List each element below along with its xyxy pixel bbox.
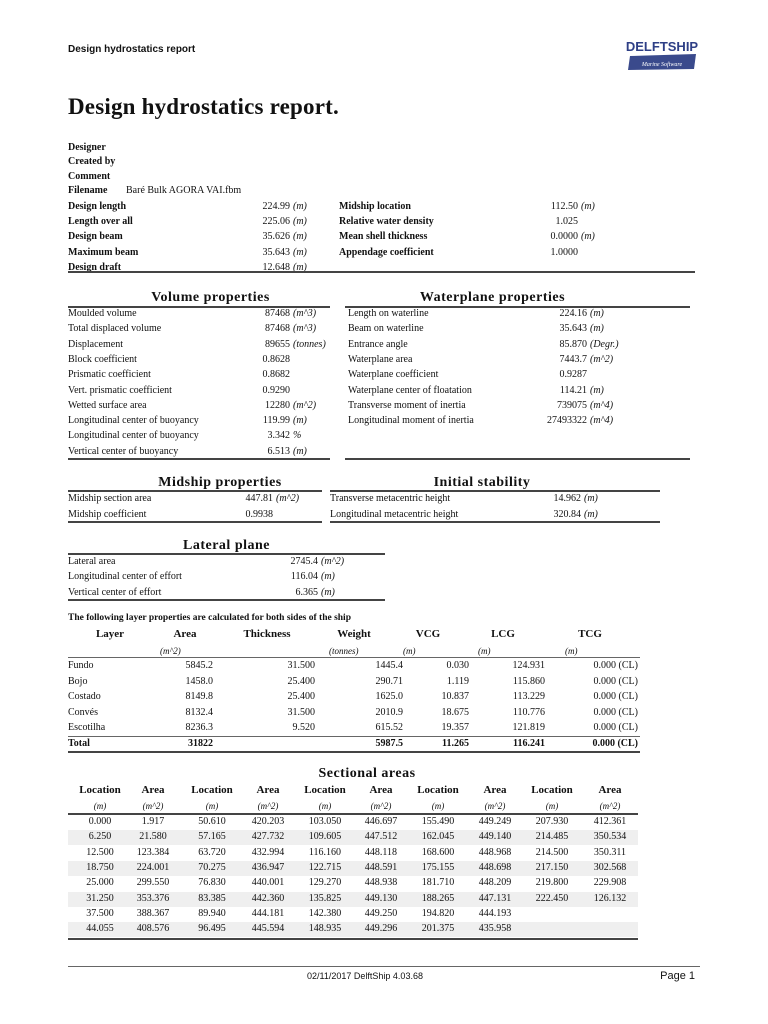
divider: [68, 813, 638, 815]
location-value: 142.380: [308, 907, 342, 919]
location-value: 57.165: [198, 831, 226, 843]
layer-value: 1445.4: [375, 660, 403, 671]
property-value: 27493322: [547, 415, 587, 427]
property-unit: (m^3): [293, 323, 317, 335]
property-value: 447.81: [245, 493, 273, 504]
property-label: Midship section area: [68, 493, 152, 504]
location-value: 188.265: [421, 892, 455, 904]
property-label: Prismatic coefficient: [68, 369, 151, 381]
property-value: 12.648: [262, 261, 290, 273]
property-value: 114.21: [559, 384, 587, 396]
area-value: 449.249: [478, 816, 512, 827]
property-value: 12280: [265, 399, 290, 411]
column-header: Location: [191, 784, 233, 796]
column-header: TCG: [578, 628, 602, 640]
property-unit: (m): [321, 571, 335, 583]
property-label: Design draft: [68, 261, 122, 273]
property-value: 0.9290: [262, 384, 290, 396]
location-value: 129.270: [308, 877, 342, 889]
location-value: 37.500: [86, 907, 114, 919]
location-value: 214.500: [535, 846, 569, 858]
column-unit: (m^2): [160, 646, 181, 656]
location-value: 89.940: [198, 907, 226, 919]
area-value: 444.181: [251, 907, 285, 919]
column-unit: (m): [93, 801, 107, 811]
property-label: Midship location: [339, 201, 411, 212]
property-label: Longitudinal moment of inertia: [348, 415, 474, 427]
property-label: Longitudinal center of effort: [68, 571, 182, 583]
area-value: 449.140: [478, 831, 512, 843]
layer-name: Costado: [68, 691, 101, 702]
divider: [68, 736, 640, 737]
divider: [330, 490, 660, 492]
column-unit: (m^2): [142, 801, 164, 811]
property-label: Entrance angle: [348, 338, 408, 350]
column-header: Area: [256, 784, 280, 796]
area-value: 420.203: [251, 816, 285, 827]
property-unit: (m^4): [590, 399, 614, 411]
property-label: Appendage coefficient: [339, 246, 434, 258]
divider: [68, 458, 330, 460]
layer-value: 18.675: [441, 706, 469, 718]
report-title: Design hydrostatics report.: [68, 94, 339, 119]
column-unit: (m): [565, 646, 578, 656]
property-value: 224.16: [559, 308, 587, 319]
property-unit: (tonnes): [293, 338, 326, 350]
location-value: 162.045: [421, 831, 455, 843]
area-value: 447.131: [478, 892, 512, 904]
property-unit: (m): [584, 508, 598, 520]
area-value: 229.908: [593, 877, 627, 889]
area-value: 448.968: [478, 846, 512, 858]
column-header: Location: [304, 784, 346, 796]
property-value: 739075: [557, 399, 587, 411]
column-header: Location: [531, 784, 573, 796]
column-header: Area: [173, 628, 197, 640]
location-value: 63.720: [198, 846, 226, 858]
property-value: 7443.7: [559, 353, 587, 365]
area-value: 448.938: [364, 877, 398, 889]
location-value: 222.450: [535, 892, 569, 904]
layer-value: 124.931: [512, 660, 545, 671]
page-number: Page 1: [660, 970, 695, 982]
area-value: 444.193: [478, 907, 512, 919]
delftship-logo: [624, 36, 700, 72]
layer-value: 31.500: [287, 660, 315, 671]
layer-value: 5845.2: [185, 660, 213, 671]
column-header: Weight: [337, 628, 371, 640]
location-value: 116.160: [308, 846, 342, 858]
column-header: Area: [598, 784, 622, 796]
column-unit: (m): [478, 646, 491, 656]
divider: [345, 458, 690, 460]
area-value: 436.947: [251, 861, 285, 873]
property-unit: (Degr.): [590, 338, 619, 350]
layer-value: 116.241: [513, 738, 545, 749]
layer-name: Convés: [68, 706, 98, 718]
layer-value: 0.000 (CL): [593, 675, 638, 687]
location-value: 135.825: [308, 892, 342, 904]
area-value: 408.576: [136, 923, 170, 935]
property-label: Vertical center of effort: [68, 586, 162, 598]
location-value: 44.055: [86, 923, 114, 935]
property-value: 89655: [265, 338, 290, 350]
property-value: 0.9287: [559, 369, 587, 381]
property-value: 35.643: [559, 323, 587, 335]
area-value: 353.376: [136, 892, 170, 904]
column-unit: (m^2): [599, 801, 621, 811]
property-unit: (m^4): [590, 415, 614, 427]
area-value: 448.118: [364, 846, 398, 858]
property-unit: (m): [581, 201, 595, 212]
property-value: 119.99: [262, 415, 290, 427]
layer-value: 0.000 (CL): [593, 706, 638, 718]
layer-value: 19.357: [441, 722, 469, 733]
property-value: 225.06: [262, 216, 290, 228]
layer-value: 9.520: [292, 722, 315, 733]
location-value: 155.490: [421, 816, 455, 827]
property-label: Transverse moment of inertia: [348, 399, 466, 411]
midship-properties-title: Midship properties: [158, 475, 282, 490]
layer-value: 25.400: [287, 675, 315, 687]
property-unit: (m^2): [590, 353, 614, 365]
property-unit: (m^3): [293, 308, 317, 319]
location-value: 168.600: [421, 846, 455, 858]
property-label: Wetted surface area: [68, 399, 147, 411]
location-value: 70.275: [198, 861, 226, 873]
area-value: 412.361: [593, 816, 627, 827]
location-value: 181.710: [421, 877, 455, 889]
divider: [330, 521, 660, 523]
column-unit: (m): [318, 801, 332, 811]
property-unit: (m): [584, 493, 598, 504]
column-header: LCG: [491, 628, 515, 640]
initial-stability-title: Initial stability: [433, 475, 531, 490]
property-label: Waterplane area: [348, 353, 413, 365]
column-header: Area: [369, 784, 393, 796]
area-value: 446.697: [364, 816, 398, 827]
property-unit: (m): [293, 216, 307, 228]
property-label: Total displaced volume: [68, 323, 162, 335]
area-value: 440.001: [251, 877, 285, 889]
property-value: 87468: [265, 308, 290, 319]
divider: [68, 599, 385, 601]
layer-value: 0.000 (CL): [593, 691, 638, 702]
column-header: Area: [483, 784, 507, 796]
area-value: 448.698: [478, 861, 512, 873]
layer-value: 1625.0: [375, 691, 403, 702]
area-value: 21.580: [139, 831, 167, 843]
column-unit: (m^2): [257, 801, 279, 811]
location-value: 148.935: [308, 923, 342, 935]
column-unit: (m^2): [370, 801, 392, 811]
location-value: 18.750: [86, 861, 114, 873]
property-value: 0.8682: [262, 369, 290, 381]
divider: [68, 938, 638, 940]
layer-value: 8149.8: [185, 691, 213, 702]
property-value: 6.365: [295, 586, 318, 598]
layer-value: 113.229: [512, 691, 545, 702]
property-unit: (m): [590, 308, 604, 319]
column-header: Thickness: [243, 628, 291, 640]
property-label: Design beam: [68, 231, 123, 243]
lateral-plane-title: Lateral plane: [183, 538, 270, 553]
divider: [68, 521, 322, 523]
divider: [68, 271, 695, 273]
layers-caption: The following layer properties are calculated for both sides of the ship: [68, 613, 351, 623]
location-value: 12.500: [86, 846, 114, 858]
created-by-label: Created by: [68, 156, 116, 167]
property-value: 85.870: [559, 338, 587, 350]
waterplane-properties-title: Waterplane properties: [419, 290, 566, 305]
page-header-title: Design hydrostatics report: [68, 44, 196, 55]
area-value: 449.250: [364, 907, 398, 919]
area-value: 447.512: [364, 831, 398, 843]
divider: [68, 490, 322, 492]
area-value: 448.591: [364, 861, 398, 873]
property-unit: (m): [293, 445, 307, 457]
layer-value: 31822: [188, 738, 213, 749]
property-unit: (m): [293, 415, 307, 427]
property-unit: %: [293, 430, 302, 442]
location-value: 76.830: [198, 877, 226, 889]
property-label: Length on waterline: [348, 308, 429, 319]
area-value: 442.360: [251, 892, 285, 904]
property-value: 0.9938: [245, 508, 273, 520]
layer-value: 10.837: [441, 691, 469, 702]
column-header: Location: [417, 784, 459, 796]
layer-value: 110.776: [512, 706, 545, 718]
layer-value: 25.400: [287, 691, 315, 702]
property-unit: (m^2): [321, 556, 345, 567]
location-value: 50.610: [198, 816, 226, 827]
property-unit: (m^2): [276, 493, 300, 504]
property-label: Waterplane coefficient: [348, 369, 439, 381]
filename-label: Filename: [68, 185, 108, 196]
property-value: 112.50: [550, 201, 578, 212]
area-value: 350.311: [593, 846, 627, 858]
layer-value: 615.52: [375, 722, 403, 733]
layer-value: 1458.0: [185, 675, 213, 687]
property-value: 2745.4: [290, 556, 318, 567]
svg-text:DELFTSHIP: DELFTSHIP: [625, 39, 699, 54]
property-unit: (m^2): [293, 399, 317, 411]
location-value: 194.820: [421, 907, 455, 919]
area-value: 350.534: [593, 831, 627, 843]
property-label: Relative water density: [339, 216, 434, 228]
area-value: 432.994: [251, 846, 285, 858]
layer-value: 5987.5: [375, 738, 403, 749]
area-value: 126.132: [593, 892, 627, 904]
layer-name: Total: [68, 738, 90, 749]
property-value: 14.962: [553, 493, 581, 504]
property-unit: (m): [293, 201, 307, 212]
property-unit: (m): [293, 246, 307, 258]
area-value: 449.130: [364, 892, 398, 904]
location-value: 0.000: [88, 816, 112, 827]
property-value: 0.0000: [550, 231, 578, 243]
property-value: 35.626: [262, 231, 290, 243]
property-value: 3.342: [267, 430, 290, 442]
column-unit: (tonnes): [329, 646, 359, 656]
location-value: 214.485: [535, 831, 569, 843]
property-label: Block coefficient: [68, 353, 137, 365]
sectional-areas-title: Sectional areas: [318, 766, 416, 781]
area-value: 123.384: [136, 846, 170, 858]
footer-divider: [68, 966, 700, 967]
property-value: 35.643: [262, 246, 290, 258]
property-label: Longitudinal center of buoyancy: [68, 430, 199, 442]
divider: [68, 657, 640, 658]
property-label: Waterplane center of floatation: [348, 384, 472, 396]
property-value: 224.99: [262, 201, 290, 212]
column-header: VCG: [415, 628, 441, 640]
area-value: 427.732: [251, 831, 285, 843]
location-value: 96.495: [198, 923, 226, 935]
svg-text:Marine Software: Marine Software: [641, 62, 683, 68]
property-value: 0.8628: [262, 353, 290, 365]
property-label: Midship coefficient: [68, 508, 147, 520]
layer-value: 121.819: [512, 722, 545, 733]
divider: [68, 553, 385, 555]
layer-value: 11.265: [442, 738, 469, 749]
column-unit: (m^2): [484, 801, 506, 811]
layer-value: 2010.9: [375, 706, 403, 718]
comment-label: Comment: [68, 171, 111, 182]
area-value: 302.568: [593, 861, 627, 873]
area-value: 388.367: [136, 907, 170, 919]
layer-value: 1.119: [446, 675, 469, 687]
property-value: 6.513: [267, 445, 290, 457]
property-value: 1.0000: [550, 246, 578, 258]
property-value: 87468: [265, 323, 290, 335]
layer-value: 0.030: [446, 660, 469, 671]
location-value: 31.250: [86, 892, 114, 904]
location-value: 103.050: [308, 816, 342, 827]
property-label: Beam on waterline: [348, 323, 424, 335]
layer-value: 8236.3: [185, 722, 213, 733]
property-unit: (m): [293, 231, 307, 243]
location-value: 6.250: [88, 831, 112, 843]
property-label: Maximum beam: [68, 246, 139, 258]
property-label: Lateral area: [68, 556, 116, 567]
property-label: Moulded volume: [68, 308, 137, 319]
layer-name: Bojo: [68, 675, 88, 687]
column-unit: (m): [403, 646, 416, 656]
column-unit: (m): [545, 801, 559, 811]
location-value: 83.385: [198, 892, 226, 904]
layer-name: Escotilha: [68, 722, 106, 733]
area-value: 1.917: [141, 816, 165, 827]
location-value: 219.800: [535, 877, 569, 889]
layer-value: 290.71: [375, 675, 403, 687]
layer-value: 8132.4: [185, 706, 213, 718]
property-label: Mean shell thickness: [339, 231, 428, 243]
location-value: 25.000: [86, 877, 114, 889]
area-value: 448.209: [478, 877, 512, 889]
layer-value: 0.000 (CL): [592, 738, 638, 749]
area-value: 445.594: [251, 923, 285, 935]
property-unit: (m): [293, 261, 307, 273]
property-label: Vert. prismatic coefficient: [68, 384, 172, 396]
location-value: 207.930: [535, 816, 569, 827]
column-unit: (m): [205, 801, 219, 811]
location-value: 109.605: [308, 831, 342, 843]
property-value: 1.025: [555, 216, 578, 228]
divider: [68, 751, 640, 753]
property-label: Transverse metacentric height: [330, 493, 451, 504]
area-value: 224.001: [136, 861, 170, 873]
layer-value: 0.000 (CL): [593, 722, 638, 733]
property-label: Length over all: [68, 216, 133, 228]
property-label: Design length: [68, 201, 127, 212]
property-unit: (m): [590, 323, 604, 335]
property-unit: (m): [581, 231, 595, 243]
property-unit: (m): [321, 586, 335, 598]
layer-value: 115.860: [512, 675, 545, 687]
property-label: Longitudinal metacentric height: [330, 508, 459, 520]
area-value: 435.958: [478, 923, 512, 935]
location-value: 175.155: [421, 861, 455, 873]
volume-properties-title: Volume properties: [151, 290, 270, 305]
column-unit: (m): [431, 801, 445, 811]
property-label: Displacement: [68, 338, 123, 350]
designer-label: Designer: [68, 142, 106, 153]
area-value: 449.296: [364, 923, 398, 935]
column-header: Location: [79, 784, 121, 796]
location-value: 217.150: [535, 861, 569, 873]
layer-value: 0.000 (CL): [593, 660, 638, 671]
property-label: Longitudinal center of buoyancy: [68, 415, 199, 427]
property-value: 116.04: [290, 571, 318, 583]
layer-name: Fundo: [68, 660, 94, 671]
property-value: 320.84: [553, 508, 581, 520]
location-value: 122.715: [308, 861, 342, 873]
column-header: Layer: [95, 628, 125, 640]
property-unit: (m): [590, 384, 604, 396]
location-value: 201.375: [421, 923, 455, 935]
layer-value: 31.500: [287, 706, 315, 718]
column-header: Area: [141, 784, 165, 796]
property-label: Vertical center of buoyancy: [68, 445, 179, 457]
filename-value: Baré Bulk AGORA VAI.fbm: [126, 185, 242, 196]
footer-date-version: 02/11/2017 DelftShip 4.03.68: [307, 971, 423, 981]
area-value: 299.550: [136, 877, 170, 889]
